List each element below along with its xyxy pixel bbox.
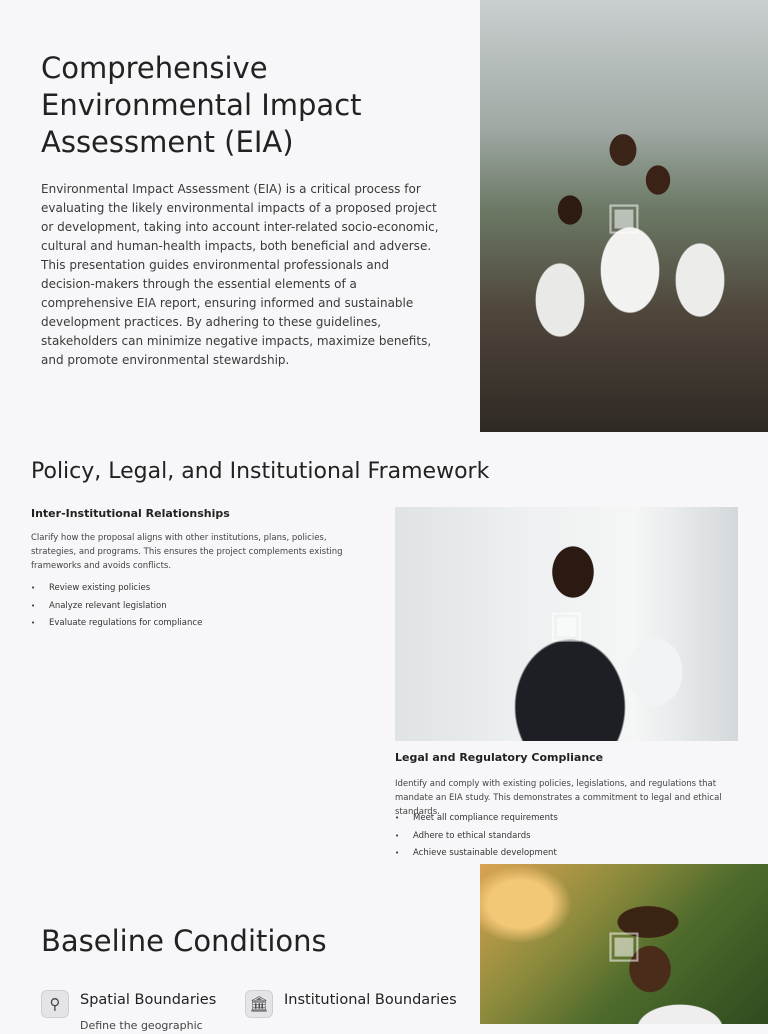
legal-compliance-body: Identify and comply with existing policies, legislations, and regulations that mandate an EIA study. This demonstrates a commitment to legal and ethical standards. — [395, 779, 722, 817]
photo-icon: ▣ — [606, 922, 642, 966]
intro-title: Comprehensive Environmental Impact Assessment (EIA) — [41, 51, 362, 159]
photo-icon: ▣ — [606, 194, 642, 238]
spatial-boundaries-label: Spatial Boundaries — [80, 992, 217, 1008]
map-pin-icon: ⚲ — [41, 990, 69, 1018]
list-item: • Meet all compliance requirements — [395, 810, 735, 828]
legal-compliance-heading: Legal and Regulatory Compliance — [395, 751, 604, 764]
list-item: • Adhere to ethical standards — [395, 828, 735, 846]
list-item: • Achieve sustainable development — [395, 845, 735, 863]
field-worker-photo — [480, 864, 768, 1024]
businessman-photo — [395, 507, 738, 741]
institutional-boundaries-label: Institutional Boundaries — [284, 992, 457, 1008]
intro-body: Environmental Impact Assessment (EIA) is a critical process for evaluating the likely environmental impacts of a proposed project or development, taking into account inter-related socio-economic, cultural and human-health impacts, both beneficial and adverse. This presentation guides environmental professionals and decision-makers through the essential elements of a comprehensive EIA report, ensuring informed and sustainable development practices. By adhering to these guidelines, stakeholders can minimize negative impacts, maximize benefits, and promote environmental stewardship. — [41, 182, 439, 367]
meeting-photo — [480, 0, 768, 432]
list-item: • Evaluate regulations for compliance — [31, 615, 361, 633]
list-item: • Review existing policies — [31, 580, 361, 598]
list-item: • Analyze relevant legislation — [31, 598, 361, 616]
framework-title: Policy, Legal, and Institutional Framework — [31, 459, 490, 484]
institution-icon: 🏛 — [245, 990, 273, 1018]
inter-institutional-body: Clarify how the proposal aligns with other institutions, plans, policies, strategies, and programs. This ensures the project complements existing frameworks and avoids conflicts. — [31, 533, 343, 571]
legal-compliance-list — [395, 810, 735, 863]
inter-institutional-heading: Inter-Institutional Relationships — [31, 507, 230, 520]
photo-icon: ▣ — [548, 602, 585, 646]
inter-institutional-list — [31, 580, 361, 633]
baseline-title: Baseline Conditions — [41, 924, 327, 958]
spatial-boundaries-desc: Define the geographic — [80, 1019, 203, 1032]
